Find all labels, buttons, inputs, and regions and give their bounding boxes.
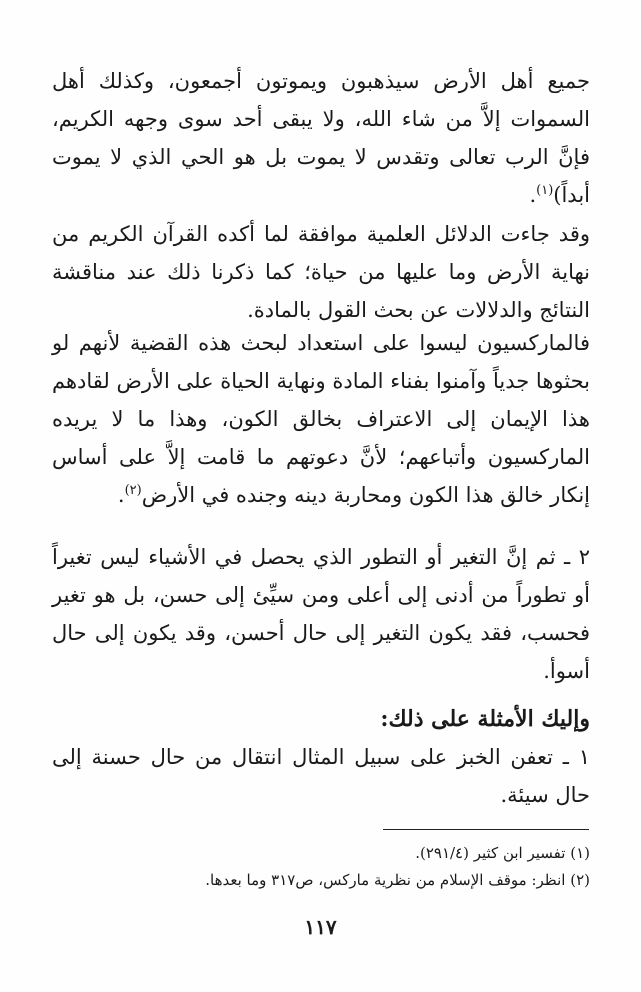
paragraph-3-text: فالماركسيون ليسوا على استعداد لبحث هذه القضية لأنهم لو بحثوها جدياً وآمنوا بفناء المادة ونهاية الحياة على الأرض لقادهم هذا الإيمان إلى الاعتراف بخالق الكون، وهذا ما لا يريده الماركسيون وأتباعهم؛ لأنَّ دعوتهم ما قامت إلاَّ على أساس إنكار خالق هذا الكون ومحاربة دينه وجنده في الأرض	[52, 331, 590, 507]
paragraph-3	[52, 324, 590, 514]
footnote-ref-2[interactable]: (٢)	[124, 483, 142, 498]
paragraph-4	[52, 538, 590, 690]
example-paragraph	[52, 738, 590, 814]
footnote-2: (٢) انظر: موقف الإسلام من نظرية ماركس، ص٣١٧ وما بعدها.	[205, 871, 590, 889]
paragraph-1-tail: .	[529, 183, 537, 207]
footnote-1: (١) تفسير ابن كثير (٢٩١/٤).	[415, 844, 590, 862]
paragraph-2-text: وقد جاءت الدلائل العلمية موافقة لما أكده القرآن الكريم من نهاية الأرض وما عليها من حياة؛ كما ذكرنا ذلك عند مناقشة النتائج والدلالات عن بحث القول بالمادة.	[52, 222, 590, 322]
footnote-ref-1[interactable]: (١)	[536, 183, 554, 198]
paragraph-1	[52, 62, 590, 214]
paragraph-4-text: ٢ ـ ثم إنَّ التغير أو التطور الذي يحصل في الأشياء ليس تغيراً أو تطوراً من أدنى إلى أعلى ومن سيِّئ إلى حسن، بل هو تغير فحسب، فقد يكون التغير إلى حال أحسن، وقد يكون إلى حال أسوأ.	[52, 545, 590, 683]
paragraph-2	[52, 215, 590, 329]
section-heading: وإليك الأمثلة على ذلك:	[380, 706, 590, 732]
example-paragraph-text: ١ ـ تعفن الخبز على سبيل المثال انتقال من حال حسنة إلى حال سيئة.	[52, 745, 590, 807]
paragraph-3-tail: .	[117, 483, 125, 507]
paragraph-1-text: جميع أهل الأرض سيذهبون ويموتون أجمعون، وكذلك أهل السموات إلاَّ من شاء الله، ولا يبقى أحد سوى وجهه الكريم، فإنَّ الرب تعالى وتقدس لا يموت بل هو الحي الذي لا يموت أبداً)	[52, 69, 590, 207]
footnote-divider	[383, 829, 589, 830]
page-number: ١١٧	[304, 915, 337, 939]
